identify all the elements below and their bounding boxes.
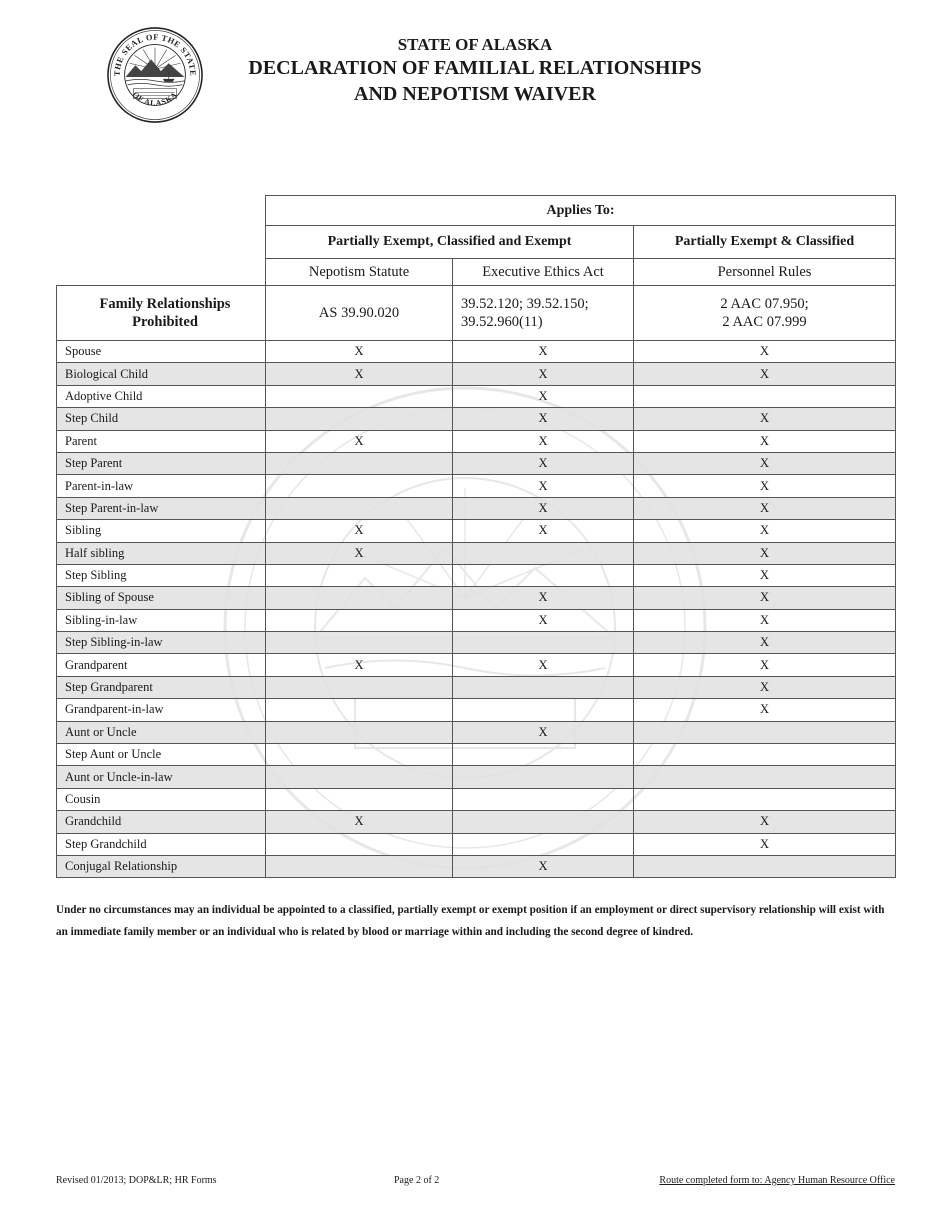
ethics-act-mark: X (453, 452, 634, 474)
nepotism-statute-mark (266, 744, 453, 766)
ethics-act-mark: X (453, 430, 634, 452)
personnel-rules-mark: X (634, 520, 896, 542)
ethics-act-mark: X (453, 385, 634, 407)
family-header-line1: Family Relationships (99, 296, 231, 312)
ethics-act-mark (453, 788, 634, 810)
footer-revision: Revised 01/2013; DOP&LR; HR Forms (56, 1175, 217, 1186)
table-row (57, 497, 896, 519)
footer-route-instruction: Route completed form to: Agency Human Resource Office (659, 1175, 895, 1186)
nepotism-statute-mark: X (266, 811, 453, 833)
ethics-act-mark (453, 811, 634, 833)
personnel-rules-mark (634, 385, 896, 407)
relationship-label: Grandparent-in-law (57, 699, 266, 721)
ethics-act-mark: X (453, 363, 634, 385)
personnel-rules-mark: X (634, 632, 896, 654)
nepotism-statute-mark (266, 855, 453, 877)
state-heading: STATE OF ALASKA (397, 35, 553, 54)
personnel-rules-mark (634, 744, 896, 766)
table-row (57, 587, 896, 609)
personnel-rules-mark: X (634, 833, 896, 855)
relationship-label: Step Sibling-in-law (57, 632, 266, 654)
seal-text-top: THE SEAL OF THE STATE (112, 32, 198, 77)
relationship-label: Step Grandparent (57, 676, 266, 698)
relationship-label: Grandparent (57, 654, 266, 676)
personnel-rules-mark: X (634, 341, 896, 363)
personnel-rules-mark: X (634, 452, 896, 474)
citation-personnel-line2: 2 AAC 07.999 (722, 314, 807, 330)
ethics-act-mark (453, 833, 634, 855)
relationship-label: Sibling-in-law (57, 609, 266, 631)
applies-to-header: Applies To: (266, 196, 896, 226)
personnel-rules-mark (634, 788, 896, 810)
personnel-rules-mark (634, 721, 896, 743)
nepotism-statute-mark (266, 564, 453, 586)
table-row (57, 430, 896, 452)
table-row (57, 855, 896, 877)
table-row (57, 520, 896, 542)
personnel-rules-mark: X (634, 811, 896, 833)
relationship-label: Step Parent (57, 452, 266, 474)
relationship-label: Step Aunt or Uncle (57, 744, 266, 766)
relationship-label: Spouse (57, 341, 266, 363)
nepotism-statute-mark: X (266, 542, 453, 564)
relationship-label: Step Sibling (57, 564, 266, 586)
column-header-nepotism-statute: Nepotism Statute (266, 259, 453, 286)
ethics-act-mark: X (453, 855, 634, 877)
citation-ethics-line1: 39.52.120; 39.52.150; (461, 296, 589, 312)
ethics-act-mark: X (453, 654, 634, 676)
seal-text-bottom: OF ALASKA (130, 89, 180, 108)
nepotism-statute-mark (266, 632, 453, 654)
table-row (57, 632, 896, 654)
group-header-classified: Partially Exempt & Classified (634, 226, 896, 259)
relationship-label: Parent-in-law (57, 475, 266, 497)
personnel-rules-mark: X (634, 363, 896, 385)
personnel-rules-mark (634, 766, 896, 788)
personnel-rules-mark: X (634, 497, 896, 519)
table-row (57, 452, 896, 474)
nepotism-statute-mark (266, 699, 453, 721)
ethics-act-mark: X (453, 497, 634, 519)
relationship-label: Half sibling (57, 542, 266, 564)
ethics-act-mark: X (453, 609, 634, 631)
table-row (57, 788, 896, 810)
table-row (57, 766, 896, 788)
personnel-rules-mark: X (634, 609, 896, 631)
nepotism-statute-mark: X (266, 363, 453, 385)
family-relationships-header (57, 286, 266, 341)
relationship-label: Sibling of Spouse (57, 587, 266, 609)
family-header-line2: Prohibited (132, 314, 198, 330)
nepotism-statute-mark (266, 408, 453, 430)
personnel-rules-mark: X (634, 430, 896, 452)
personnel-rules-mark: X (634, 699, 896, 721)
title-block (0, 32, 950, 107)
nepotism-statute-mark (266, 609, 453, 631)
personnel-rules-mark: X (634, 654, 896, 676)
relationship-label: Cousin (57, 788, 266, 810)
ethics-act-mark: X (453, 475, 634, 497)
table-row (57, 811, 896, 833)
relationship-label: Grandchild (57, 811, 266, 833)
ethics-act-mark (453, 766, 634, 788)
table-row (57, 385, 896, 407)
table-row (57, 833, 896, 855)
nepotism-statute-mark (266, 475, 453, 497)
ethics-act-mark: X (453, 408, 634, 430)
form-title-line2: AND NEPOTISM WAIVER (354, 83, 596, 105)
nepotism-statute-mark: X (266, 341, 453, 363)
ethics-act-mark: X (453, 520, 634, 542)
ethics-act-mark: X (453, 341, 634, 363)
table-row (57, 341, 896, 363)
ethics-act-mark (453, 542, 634, 564)
nepotism-statute-mark (266, 587, 453, 609)
column-header-executive-ethics-act: Executive Ethics Act (453, 259, 634, 286)
ethics-act-mark (453, 564, 634, 586)
relationship-label: Adoptive Child (57, 385, 266, 407)
relationship-table (56, 195, 896, 878)
table-row (57, 744, 896, 766)
nepotism-statute-mark: X (266, 520, 453, 542)
nepotism-statute-mark: X (266, 430, 453, 452)
citation-executive-ethics-act (453, 286, 634, 341)
personnel-rules-mark: X (634, 676, 896, 698)
nepotism-statute-mark (266, 721, 453, 743)
ethics-act-mark (453, 632, 634, 654)
table-row (57, 564, 896, 586)
table-row (57, 363, 896, 385)
citation-ethics-line2: 39.52.960(11) (461, 314, 543, 330)
table-row (57, 654, 896, 676)
ethics-act-mark (453, 676, 634, 698)
nepotism-statute-mark (266, 452, 453, 474)
ethics-act-mark (453, 744, 634, 766)
relationship-label: Step Parent-in-law (57, 497, 266, 519)
form-title-line1: DECLARATION OF FAMILIAL RELATIONSHIPS (248, 57, 702, 79)
nepotism-statute-mark (266, 766, 453, 788)
table-row (57, 475, 896, 497)
nepotism-statute-mark (266, 788, 453, 810)
table-row (57, 676, 896, 698)
column-header-personnel-rules: Personnel Rules (634, 259, 896, 286)
ethics-act-mark (453, 699, 634, 721)
relationship-label: Step Child (57, 408, 266, 430)
personnel-rules-mark (634, 855, 896, 877)
personnel-rules-mark: X (634, 564, 896, 586)
relationship-label: Conjugal Relationship (57, 855, 266, 877)
ethics-act-mark: X (453, 721, 634, 743)
table-row (57, 699, 896, 721)
citation-personnel-rules (634, 286, 896, 341)
relationship-label: Parent (57, 430, 266, 452)
group-header-exempt: Partially Exempt, Classified and Exempt (266, 226, 634, 259)
personnel-rules-mark: X (634, 408, 896, 430)
nepotism-statute-mark (266, 676, 453, 698)
nepotism-statute-mark (266, 833, 453, 855)
personnel-rules-mark: X (634, 475, 896, 497)
table-row (57, 542, 896, 564)
nepotism-statute-mark (266, 497, 453, 519)
nepotism-statute-mark (266, 385, 453, 407)
table-row (57, 408, 896, 430)
table-row (57, 721, 896, 743)
relationship-label: Biological Child (57, 363, 266, 385)
relationship-label: Aunt or Uncle-in-law (57, 766, 266, 788)
citation-personnel-line1: 2 AAC 07.950; (720, 296, 809, 312)
appointment-rule-note: Under no circumstances may an individual be appointed to a classified, partially exempt or exempt position if an employment or direct supervisory relationship will exist with an immediate family member or an individual who is related by blood or marriage within and including the second degree of kindred. (56, 904, 885, 938)
relationship-label: Aunt or Uncle (57, 721, 266, 743)
citation-nepotism-statute: AS 39.90.020 (266, 286, 453, 341)
ethics-act-mark: X (453, 587, 634, 609)
footer-page-number: Page 2 of 2 (394, 1175, 440, 1186)
table-row (57, 609, 896, 631)
relationship-label: Step Grandchild (57, 833, 266, 855)
relationship-label: Sibling (57, 520, 266, 542)
nepotism-statute-mark: X (266, 654, 453, 676)
personnel-rules-mark: X (634, 587, 896, 609)
personnel-rules-mark: X (634, 542, 896, 564)
